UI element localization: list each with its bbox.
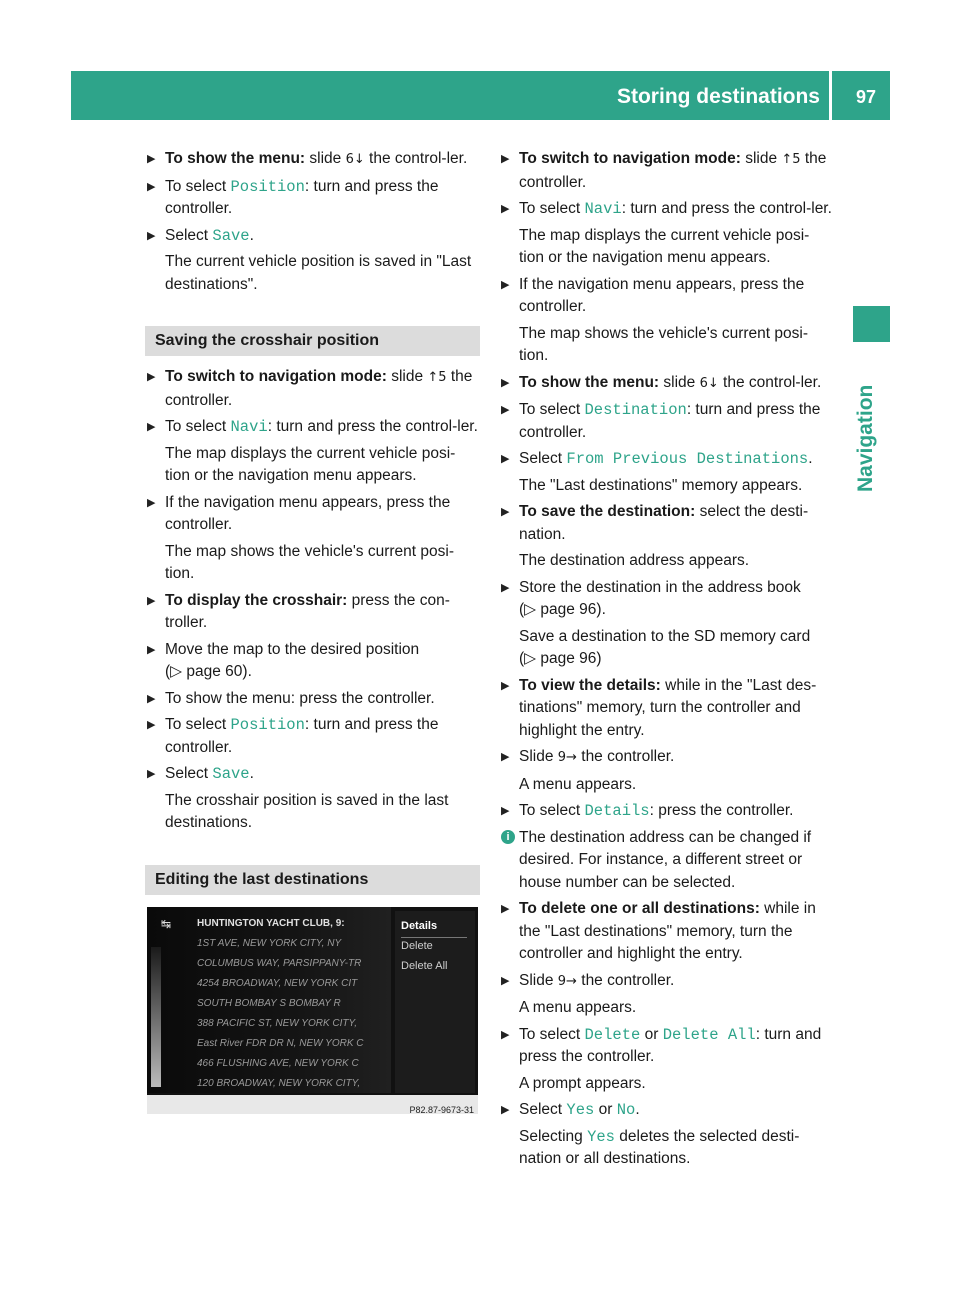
step: ▶ To select Details: press the controller. — [501, 800, 834, 823]
menu-item-code: Delete — [584, 1025, 641, 1044]
list-item: 120 BROADWAY, NEW YORK CITY, — [197, 1077, 361, 1089]
menu-item-code: Position — [230, 177, 305, 196]
step-note: The map shows the vehicle's current posi-tion. — [165, 542, 454, 582]
step-note: A menu appears. — [519, 775, 637, 793]
step: ▶ If the navigation menu appears, press the controller. — [501, 274, 834, 319]
section-title: Storing destinations — [616, 85, 820, 108]
controller-icon: 9→ — [557, 750, 577, 765]
step-note: Save a destination to the SD memory card (▷ page 96) — [519, 627, 811, 667]
back-icon: ↹ — [161, 916, 172, 931]
image-caption-bar — [147, 1095, 478, 1114]
step-note: The map shows the vehicle's current posi-tion. — [519, 324, 808, 364]
step: ▶ To switch to navigation mode: slide ↑5 the controller. — [147, 366, 480, 412]
section-heading: Editing the last destinations — [145, 865, 480, 895]
menu-item-code: Yes — [587, 1127, 615, 1146]
list-item: 4254 BROADWAY, NEW YORK CIT — [197, 977, 358, 989]
list-item: East River FDR DR N, NEW YORK C — [197, 1037, 364, 1049]
controller-icon: 6↓ — [345, 152, 365, 167]
step: ▶ To select Position: turn and press the controller. — [147, 176, 480, 221]
step-note: The crosshair position is saved in the last destinations. — [165, 791, 449, 831]
step: ▶ To save the destination: select the desti-nation. — [501, 501, 834, 546]
step-note: A menu appears. — [519, 999, 637, 1016]
context-menu — [395, 911, 475, 1093]
chapter-tab: Navigation — [854, 384, 877, 492]
step: ▶ To display the crosshair: press the con-troller. — [147, 590, 480, 635]
step: ▶ Slide 9→ the controller. — [501, 970, 834, 994]
step: ▶ If the navigation menu appears, press the controller. — [147, 492, 480, 537]
menu-item-code: No — [616, 1101, 636, 1119]
header-divider — [829, 71, 832, 120]
menu-item-code: Save — [212, 226, 250, 245]
image-code: P82.87-9673-31 — [409, 1104, 474, 1115]
controller-icon: ↑5 — [427, 370, 447, 385]
list-item: 1ST AVE, NEW YORK CITY, NY — [197, 937, 342, 949]
step: ▶ To select Navi: turn and press the control-ler. — [501, 198, 834, 221]
step-note: The map displays the current vehicle posi-tion or the navigation menu appears. — [165, 444, 456, 484]
info-icon: i — [501, 830, 515, 844]
right-column — [501, 148, 834, 1175]
menu-item-code: Destination — [584, 401, 687, 419]
step-note: Selecting Yes deletes the selected desti-nation or all destinations. — [519, 1127, 800, 1167]
list-item: 466 FLUSHING AVE, NEW YORK C — [197, 1057, 359, 1069]
step: ▶ Select From Previous Destinations. — [501, 448, 834, 471]
step-note: The "Last destinations" memory appears. — [519, 476, 803, 494]
menu-item-details: Details — [401, 915, 467, 939]
step: ▶ Move the map to the desired position (▷ page 60). — [147, 639, 480, 684]
step-note: The current vehicle position is saved in "Last destinations". — [165, 253, 472, 293]
step-note: The map displays the current vehicle posi-tion or the navigation menu appears. — [519, 226, 810, 266]
step: ▶ Store the destination in the address book (▷ page 96). — [501, 577, 834, 622]
step: ▶ To select Destination: turn and press the controller. — [501, 399, 834, 444]
menu-item-code: Save — [212, 765, 250, 783]
step: ▶ To select Position: turn and press the controller. — [147, 714, 480, 759]
page-reference: (▷ page 96) — [519, 650, 602, 667]
step: ▶ To view the details: while in the "Last des-tinations" memory, turn the controller and highlight the entry. — [501, 675, 834, 743]
section-heading: Saving the crosshair position — [145, 326, 480, 356]
step: ▶ To select Navi: turn and press the control-ler. — [147, 416, 480, 439]
menu-item-code: Details — [584, 802, 650, 820]
menu-item-code: Navi — [584, 200, 622, 218]
list-item: 388 PACIFIC ST, NEW YORK CITY, — [197, 1017, 358, 1029]
controller-icon: 6↓ — [699, 375, 719, 391]
step: ▶ Select Yes or No. — [501, 1099, 834, 1122]
step: ▶ To delete one or all destinations: while in the "Last destinations" memory, turn the controller and highlight the entry. — [501, 898, 834, 966]
list-item: HUNTINGTON YACHT CLUB, 9: — [197, 917, 345, 929]
list-item: SOUTH BOMBAY S BOMBAY R — [197, 997, 341, 1009]
destination-list — [147, 907, 391, 1093]
step: ▶ Select Save. — [147, 225, 480, 248]
side-marker — [853, 306, 890, 342]
step: ▶ To show the menu: slide 6↓ the control-ler. — [501, 372, 834, 396]
scrollbar — [151, 947, 161, 1087]
menu-item-code: Yes — [566, 1101, 595, 1119]
menu-item-delete: Delete — [401, 939, 433, 952]
info-note: i The destination address can be changed if desired. For instance, a different street or house number can be selected. — [501, 827, 834, 895]
page-reference: (▷ page 96). — [519, 601, 606, 618]
page-reference: (▷ page 60). — [165, 663, 252, 680]
display-screenshot — [147, 907, 478, 1114]
step: ▶ To switch to navigation mode: slide ↑5 the controller. — [501, 148, 834, 194]
controller-icon: 9→ — [557, 973, 577, 989]
menu-item-code: Navi — [230, 418, 268, 436]
step: ▶ To show the menu: press the controller. — [147, 688, 480, 711]
menu-item-delete-all: Delete All — [401, 959, 448, 972]
step: ▶ To select Delete or Delete All: turn and press the controller. — [501, 1024, 834, 1069]
menu-item-code: Position — [230, 716, 305, 734]
step: ▶ Slide 9→ the controller. — [501, 746, 834, 770]
page-number: 97 — [855, 87, 876, 107]
step: ▶ Select Save. — [147, 763, 480, 786]
menu-item-code: From Previous Destinations — [566, 450, 809, 468]
step-note: The destination address appears. — [519, 552, 750, 569]
page-header — [71, 71, 890, 120]
list-item: COLUMBUS WAY, PARSIPPANY-TR — [197, 957, 362, 969]
step: ▶ To show the menu: slide 6↓ the control-ler. — [147, 148, 480, 172]
step-note: A prompt appears. — [519, 1074, 646, 1092]
menu-item-code: Delete All — [662, 1025, 756, 1044]
left-column — [147, 148, 480, 1114]
controller-icon: ↑5 — [781, 152, 801, 167]
